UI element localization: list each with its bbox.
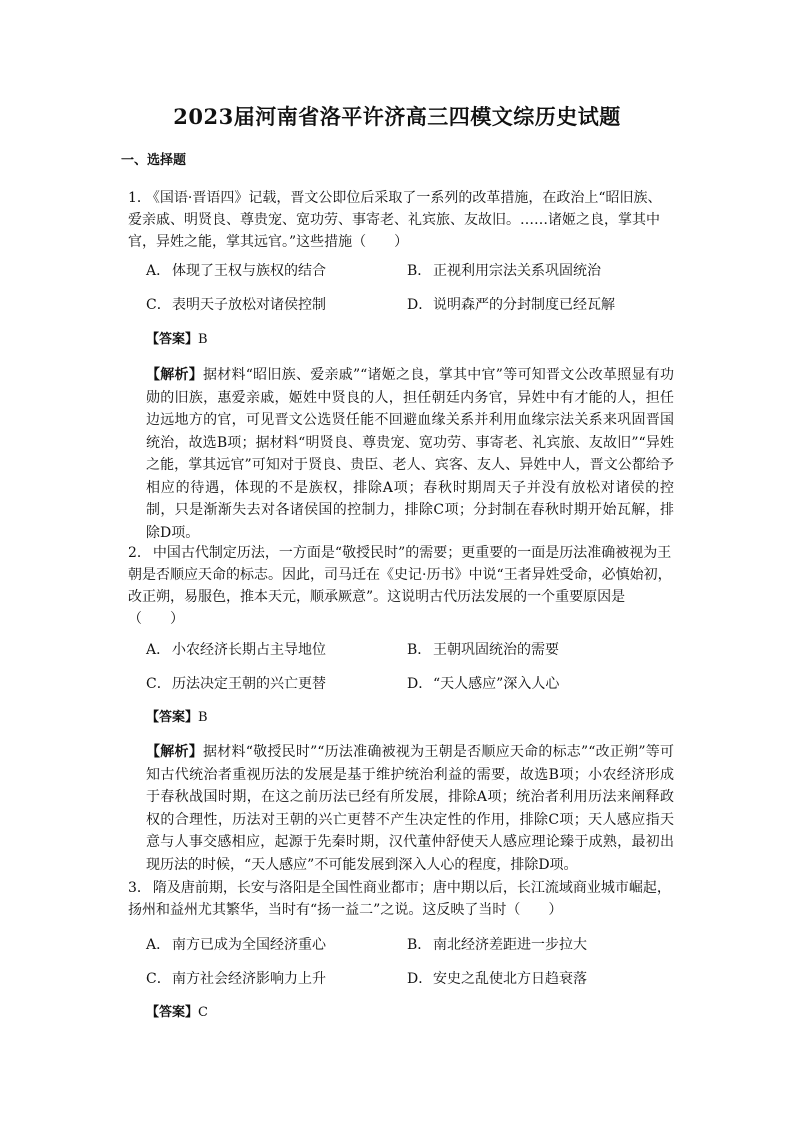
question-2-explanation	[146, 741, 674, 876]
question-2-stem	[128, 542, 674, 630]
option-text: 南方已成为全国经济重心	[172, 937, 326, 953]
answer-label: 【答案】	[146, 332, 199, 347]
page-title: 2023届河南省洛平许济高三四模文综历史试题	[173, 104, 621, 129]
option-letter: C．	[146, 676, 171, 692]
question-1-answer	[146, 330, 208, 350]
option-letter: D．	[407, 676, 433, 692]
question-2-option-b	[407, 640, 559, 660]
question-1-stem	[128, 187, 674, 253]
question-1-explanation	[146, 364, 674, 544]
explanation-label: 【解析】	[146, 744, 203, 760]
question-3-option-a	[146, 935, 326, 955]
question-1-option-b	[407, 261, 601, 281]
option-letter: B．	[407, 937, 432, 953]
answer-value: B	[198, 710, 208, 725]
option-text: 表明天子放松对诸侯控制	[172, 297, 326, 313]
option-letter: B．	[407, 263, 432, 279]
question-number: 2．	[128, 545, 151, 561]
option-text: 历法决定王朝的兴亡更替	[172, 676, 326, 692]
option-text: 王朝巩固统治的需要	[433, 642, 559, 658]
question-1-option-d	[407, 295, 615, 315]
option-text: 说明森严的分封制度已经瓦解	[433, 297, 615, 313]
option-letter: B．	[407, 642, 432, 658]
question-3-option-c	[146, 969, 326, 989]
option-text: “天人感应”深入人心	[433, 676, 560, 692]
question-text: 《国语·晋语四》记载，晋文公即位后采取了一系列的改革措施，在政治上“昭旧族、爱亲戚、明贤良、尊贵宠、宽功劳、事寄老、礼宾旅、友故旧。……诸姬之良，掌其中官，异姓之能，掌其远官。”这些措施（ ）	[128, 190, 662, 250]
question-3-answer	[146, 1003, 208, 1023]
option-letter: A．	[146, 263, 171, 279]
answer-value: B	[198, 332, 208, 347]
question-number: 3．	[128, 880, 151, 896]
option-text: 体现了王权与族权的结合	[172, 263, 326, 279]
question-3-stem	[128, 877, 674, 921]
option-letter: A．	[146, 642, 171, 658]
answer-label: 【答案】	[146, 710, 199, 725]
question-1-option-c	[146, 295, 326, 315]
option-letter: D．	[407, 297, 433, 313]
option-text: 安史之乱使北方日趋衰落	[433, 971, 587, 987]
answer-label: 【答案】	[146, 1005, 199, 1020]
question-3-option-d	[407, 969, 587, 989]
question-text: 隋及唐前期，长安与洛阳是全国性商业都市；唐中期以后，长江流域商业城市崛起，扬州和益州尤其繁华，当时有“扬一益二”之说。这反映了当时（ ）	[128, 880, 671, 918]
option-letter: C．	[146, 971, 171, 987]
explanation-label: 【解析】	[146, 367, 204, 383]
question-2-option-d	[407, 674, 559, 694]
option-letter: C．	[146, 297, 171, 313]
option-text: 正视利用宗法关系巩固统治	[433, 263, 601, 279]
question-number: 1．	[128, 190, 151, 206]
explanation-text: 据材料“昭旧族、爱亲戚”“诸姬之良，掌其中官”等可知晋文公改革照显有功勋的旧族，惠爱亲戚，姬姓中贤良的人，担任朝廷内务官，异姓中有才能的人，担任边远地方的官，可见晋文公选贤任能不回避血缘关系并利用血缘宗法关系来巩固晋国统治，故选B项；据材料“明贤良、尊贵宠、宽功劳、事寄老、礼宾旅、友故旧”“异姓之能，掌其远官”可知对于贤良、贵臣、老人、宾客、友人、异姓中人，晋文公都给予相应的待遇，体现的不是族权，排除A项；春秋时期周天子并没有放松对诸侯的控制，只是渐渐失去对各诸侯国的控制力，排除C项；分封制在春秋时期开始瓦解，排除D项。	[146, 367, 674, 541]
question-text: 中国古代制定历法，一方面是“敬授民时”的需要；更重要的一面是历法准确被视为王朝是否顺应天命的标志。因此，司马迁在《史记·历书》中说“王者异姓受命，必慎始初，改正朔，易服色，推本天元，顺承厥意”。这说明古代历法发展的一个重要原因是（ ）	[128, 545, 672, 627]
option-text: 小农经济长期占主导地位	[172, 642, 326, 658]
option-letter: A．	[146, 937, 171, 953]
explanation-text: 据材料“敬授民时”“历法准确被视为王朝是否顺应天命的标志”“改正朔”等可知古代统治者重视历法的发展是基于维护统治利益的需要，故选B项；小农经济形成于春秋战国时期，在这之前历法已经有所发展，排除A项；统治者利用历法来阐释政权的合理性，历法对王朝的兴亡更替不产生决定性的作用，排除C项；天人感应指天意与人事交感相应，起源于先秦时期，汉代董仲舒使天人感应理论臻于成熟，最初出现历法的时候，“天人感应”不可能发展到深入人心的程度，排除D项。	[146, 744, 674, 873]
option-letter: D．	[407, 971, 433, 987]
question-2-answer	[146, 708, 208, 728]
answer-value: C	[198, 1005, 208, 1020]
question-3-option-b	[407, 935, 587, 955]
option-text: 南方社会经济影响力上升	[172, 971, 326, 987]
question-2-option-a	[146, 640, 326, 660]
question-2-option-c	[146, 674, 326, 694]
section-heading: 一、选择题	[121, 153, 187, 168]
question-1-option-a	[146, 261, 326, 281]
option-text: 南北经济差距进一步拉大	[433, 937, 587, 953]
